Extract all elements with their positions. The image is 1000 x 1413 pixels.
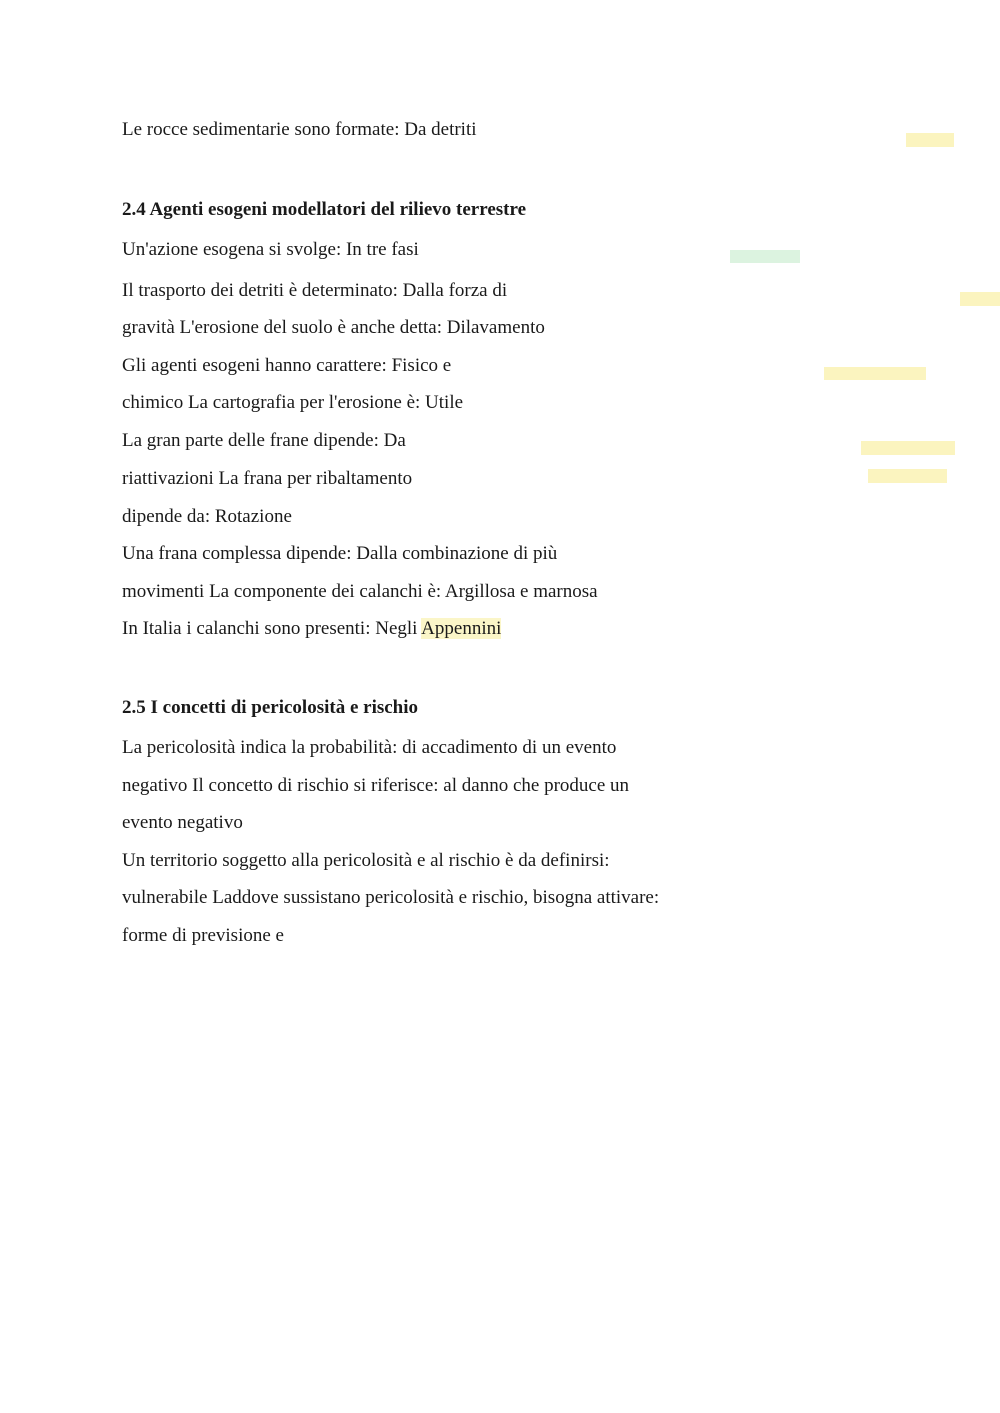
text-line: Gli agenti esogeni hanno carattere: Fisico e (122, 355, 452, 376)
text-line: riattivazioni La frana per ribaltamento (122, 468, 413, 489)
text-line: gravità L'erosione del suolo è anche detta: Dilavamento (122, 317, 545, 338)
margin-highlight-mark (906, 133, 954, 147)
text-line: movimenti La componente dei calanchi è: Argillosa e marnosa (122, 581, 598, 602)
margin-highlight-mark (824, 367, 926, 380)
text-line: La gran parte delle frane dipende: Da (122, 430, 406, 451)
text-line: La pericolosità indica la probabilità: di accadimento di un evento (122, 737, 617, 758)
text-line: forme di previsione e (122, 925, 284, 946)
text-segment: In Italia i calanchi sono presenti: Negli (122, 618, 422, 639)
section-heading: 2.4 Agenti esogeni modellatori del rilievo terrestre (122, 199, 527, 220)
margin-highlight-mark (861, 441, 955, 455)
text-line: Un'azione esogena si svolge: In tre fasi (122, 239, 419, 260)
text-line: Il trasporto dei detriti è determinato: Dalla forza di (122, 280, 508, 301)
text-line: Le rocce sedimentarie sono formate: Da detriti (122, 119, 477, 140)
margin-highlight-mark (730, 250, 800, 263)
highlighted-word: Appennini (421, 618, 502, 639)
text-line: Un territorio soggetto alla pericolosità e al rischio è da definirsi: (122, 850, 610, 871)
margin-highlight-mark (960, 292, 1000, 306)
text-line: dipende da: Rotazione (122, 506, 292, 527)
text-line: Una frana complessa dipende: Dalla combinazione di più (122, 543, 558, 564)
text-line: chimico La cartografia per l'erosione è: Utile (122, 392, 464, 413)
text-line (122, 617, 501, 641)
section-heading: 2.5 I concetti di pericolosità e rischio (122, 697, 419, 718)
text-line: vulnerabile Laddove sussistano pericolosità e rischio, bisogna attivare: (122, 887, 660, 908)
margin-highlight-mark (868, 469, 947, 483)
text-line: negativo Il concetto di rischio si riferisce: al danno che produce un (122, 775, 630, 796)
text-line: evento negativo (122, 812, 243, 833)
